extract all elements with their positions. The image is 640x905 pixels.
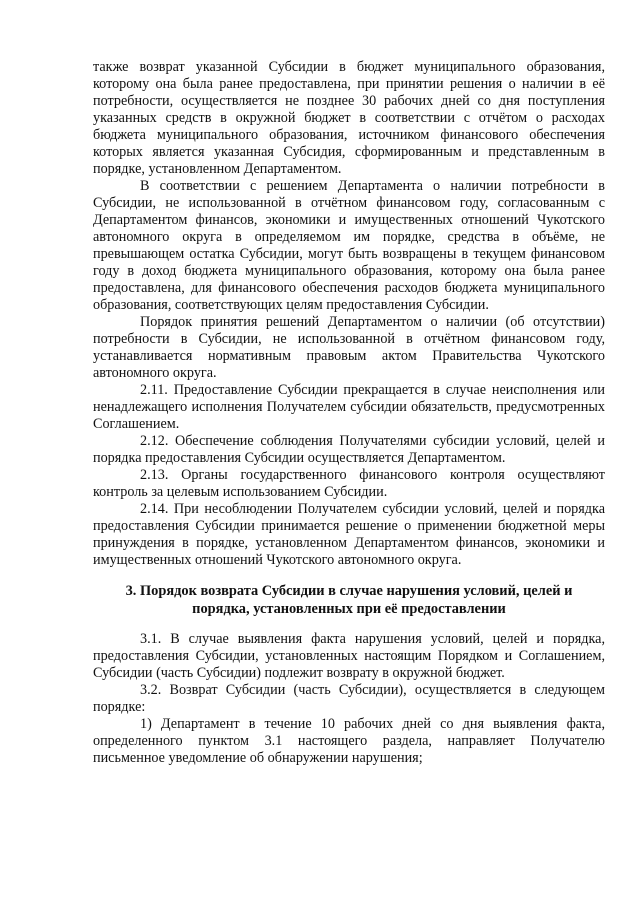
paragraph-3-2: 3.2. Возврат Субсидии (часть Субсидии), осуществляется в следующем порядке: xyxy=(93,682,605,715)
paragraph-decision-procedure: Порядок принятия решений Департаментом о наличии (об отсутствии) потребности в Субсидии, не использованной в отчётном финансовом году, устанавливается нормативным правовым актом Правительства Чукотского автономного округа. xyxy=(93,314,605,381)
paragraph-3-2-item-1: 1) Департамент в течение 10 рабочих дней со дня выявления факта, определенного пунктом 3.1 настоящего раздела, направляет Получателю письменное уведомление об обнаружении нарушения; xyxy=(93,716,605,766)
paragraph-3-1: 3.1. В случае выявления факта нарушения условий, целей и порядка, предоставления Субсидии, установленных настоящим Порядком и Соглашением, Субсидии (часть Субсидии) подлежит возврату в окружной бюджет. xyxy=(93,631,605,681)
document-body xyxy=(93,59,605,767)
paragraph-2-12: 2.12. Обеспечение соблюдения Получателями субсидии условий, целей и порядка предоставления Субсидии осуществляется Департаментом. xyxy=(93,433,605,466)
paragraph-2-14: 2.14. При несоблюдении Получателем субсидии условий, целей и порядка предоставления Субсидии принимается решение о применении бюджетной меры принуждения в порядке, установленном Департаментом финансов, экономики и имущественных отношений Чукотского автономного округа. xyxy=(93,501,605,568)
section-heading-line-1: 3. Порядок возврата Субсидии в случае нарушения условий, целей и xyxy=(125,583,573,599)
section-heading xyxy=(93,582,605,618)
paragraph-subsidy-return-continuation: также возврат указанной Субсидии в бюджет муниципального образования, которому она была ранее предоставлена, при принятии решения о наличии в её потребности, осуществляется не позднее 30 рабочих дней со дня поступления указанных средств в окружной бюджет в соответствии с отчётом о расходах бюджета муниципального образования, источником финансового обеспечения которых является указанная Субсидия, сформированным и представленным в порядке, установленном Департаментом. xyxy=(93,59,605,177)
section-heading-line-2: порядка, установленных при её предоставлении xyxy=(192,601,506,617)
paragraph-2-11: 2.11. Предоставление Субсидии прекращается в случае неисполнения или ненадлежащего исполнения Получателем субсидии обязательств, предусмотренных Соглашением. xyxy=(93,382,605,432)
paragraph-department-decision: В соответствии с решением Департамента о наличии потребности в Субсидии, не использованной в отчётном финансовом году, согласованным с Департаментом финансов, экономики и имущественных отношений Чукотского автономного округа в определяемом им порядке, средства в объёме, не превышающем остатка Субсидии, могут быть возвращены в текущем финансовом году в доход бюджета муниципального образования, которому она была ранее предоставлена, для финансового обеспечения расходов бюджета муниципального образования, соответствующих целям предоставления Субсидии. xyxy=(93,178,605,313)
paragraph-2-13: 2.13. Органы государственного финансового контроля осуществляют контроль за целевым использованием Субсидии. xyxy=(93,467,605,500)
